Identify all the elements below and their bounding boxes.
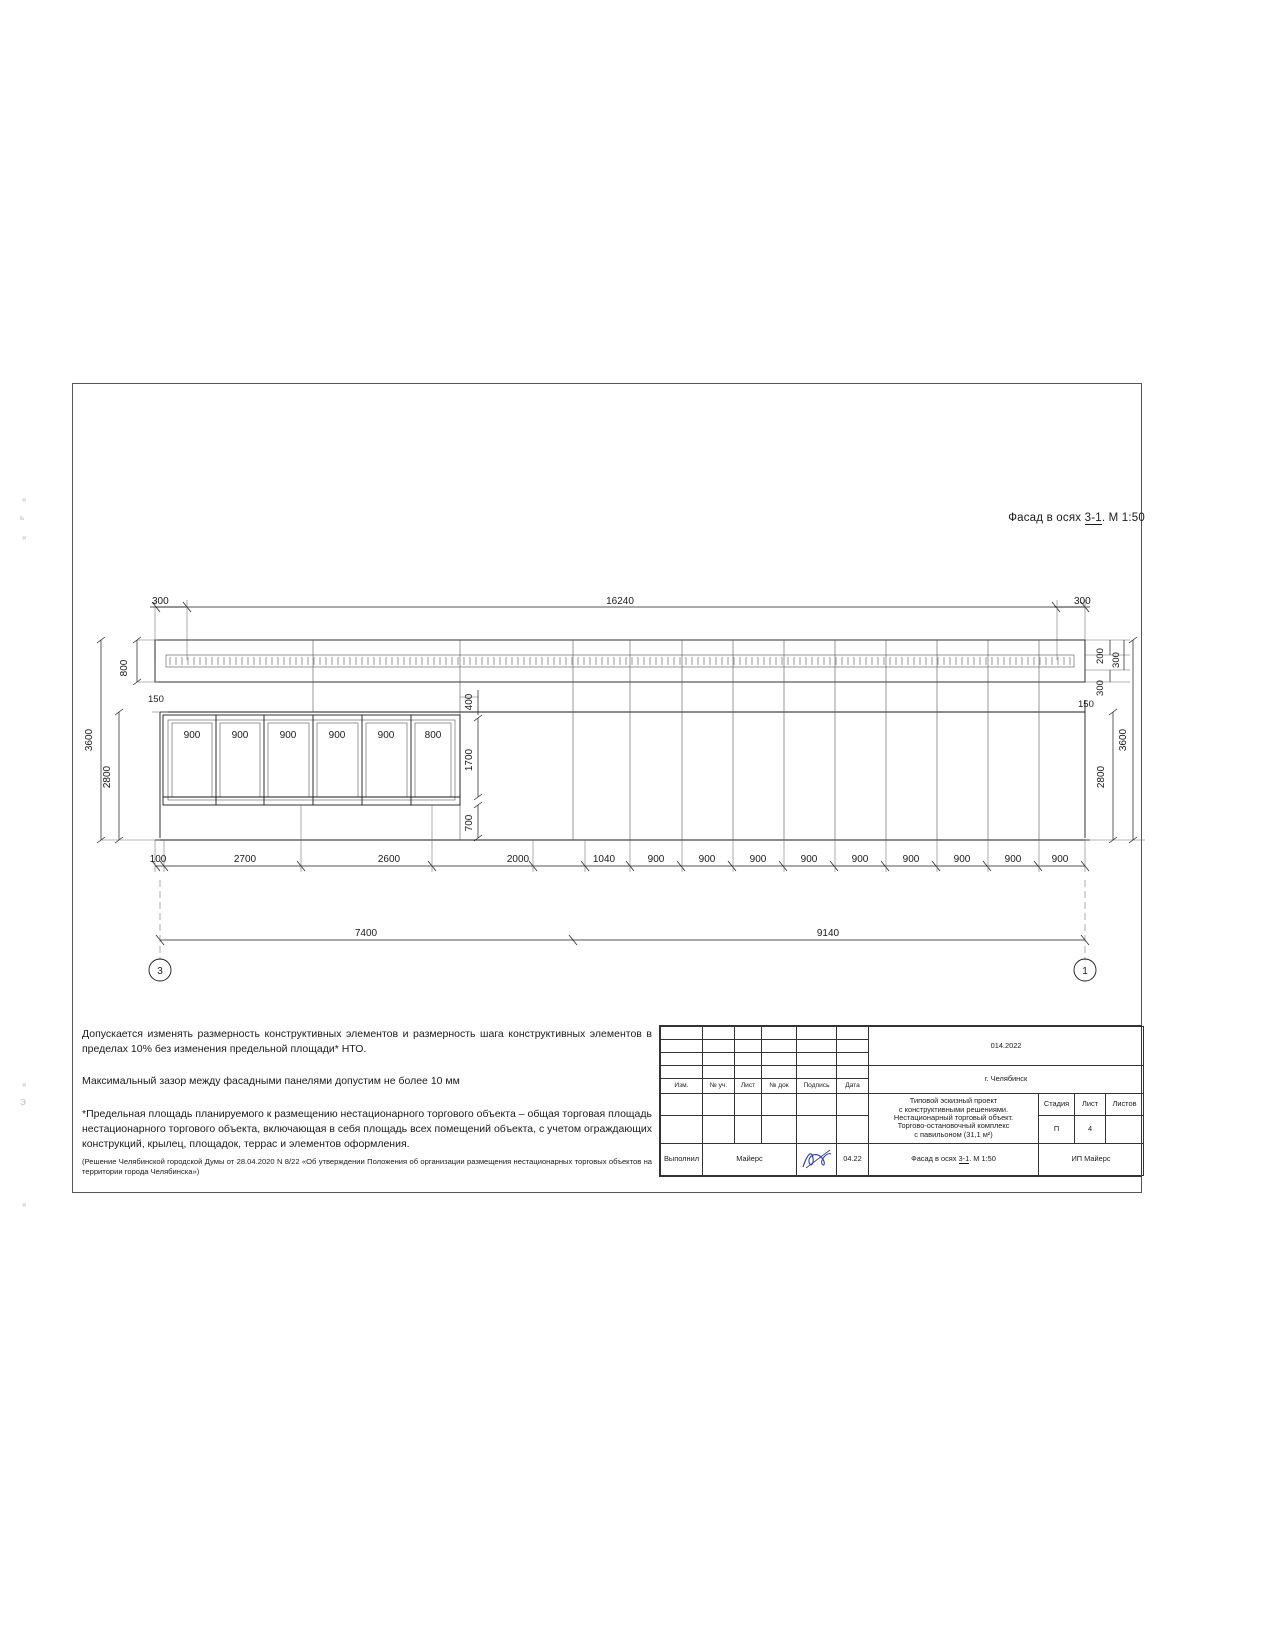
svg-text:2800: 2800	[102, 765, 113, 789]
stamp-cell	[797, 1093, 837, 1116]
stamp-sheet-value: 4	[1075, 1116, 1106, 1144]
stamp-cell	[661, 1093, 703, 1116]
svg-text:1700: 1700	[464, 748, 475, 772]
svg-text:900: 900	[279, 730, 297, 741]
stamp-cell	[837, 1027, 869, 1040]
scan-mark: Э	[20, 1098, 26, 1107]
stamp-label-sheet: Лист	[1075, 1093, 1106, 1116]
svg-text:9140: 9140	[816, 928, 840, 939]
stamp-signature	[797, 1143, 837, 1175]
svg-text:900: 900	[328, 730, 346, 741]
stamp-cell	[762, 1027, 797, 1040]
stamp-cell	[661, 1053, 703, 1066]
svg-text:7400: 7400	[354, 928, 378, 939]
stamp-cell	[703, 1053, 735, 1066]
stamp-cell	[735, 1066, 762, 1079]
note-1: Допускается изменять размерность конструктивных элементов и размерность шага конструктивных элементов в пределах 10% без изменения предельной площади* НТО.	[82, 1028, 652, 1056]
svg-text:900: 900	[851, 854, 869, 865]
scan-mark: «	[22, 1200, 27, 1209]
note-2: Максимальный зазор между фасадными панелями допустим не более 10 мм	[82, 1075, 460, 1088]
svg-text:900: 900	[1051, 854, 1069, 865]
stamp-label-uch: № уч.	[703, 1079, 735, 1093]
title-block-stamp	[659, 1025, 1142, 1177]
scan-mark: ь	[20, 513, 25, 522]
drawing-heading-prefix: Фасад в осях	[1008, 512, 1085, 524]
svg-text:200: 200	[1095, 648, 1106, 664]
stamp-cell	[703, 1066, 735, 1079]
svg-text:2000: 2000	[506, 854, 530, 865]
svg-text:2800: 2800	[1096, 765, 1107, 789]
svg-text:700: 700	[464, 814, 475, 832]
svg-text:2700: 2700	[233, 854, 257, 865]
stamp-label-sign: Подпись	[797, 1079, 837, 1093]
stamp-company: ИП Майерс	[1039, 1143, 1144, 1175]
scan-mark: «	[22, 1080, 27, 1089]
svg-text:2600: 2600	[377, 854, 401, 865]
notes-block	[82, 1027, 652, 1194]
svg-text:3: 3	[157, 966, 163, 977]
stamp-cell	[703, 1040, 735, 1053]
svg-text:900: 900	[800, 854, 818, 865]
stamp-label-list: Лист	[735, 1079, 762, 1093]
stamp-project-name	[869, 1093, 1039, 1143]
stamp-cell	[703, 1093, 735, 1116]
stamp-cell	[661, 1027, 703, 1040]
svg-text:1040: 1040	[592, 854, 616, 865]
stamp-cell	[837, 1093, 869, 1116]
stamp-stage-value: П	[1039, 1116, 1075, 1144]
stamp-cell	[797, 1040, 837, 1053]
stamp-cell	[762, 1116, 797, 1144]
stamp-cell	[762, 1040, 797, 1053]
stamp-cell	[837, 1053, 869, 1066]
drawing-heading-suffix: . М 1:50	[1101, 512, 1145, 524]
note-3: *Предельная площадь планируемого к размещению нестационарного торгового объекта – общая торговая площадь нестационарного торгового объекта, включающая в себя площадь всех помещений объекта, с учетом ограждающих конструкций, крылец, площадок, террас и элементов оформления.	[82, 1107, 652, 1151]
stamp-label-sheets: Листов	[1106, 1093, 1144, 1116]
scan-mark: «	[22, 495, 27, 504]
svg-text:900: 900	[1004, 854, 1022, 865]
stamp-cell	[837, 1040, 869, 1053]
stamp-author-name: Майерс	[703, 1143, 797, 1175]
stamp-label-date: Дата	[837, 1079, 869, 1093]
stamp-cell	[703, 1027, 735, 1040]
stamp-cell	[661, 1066, 703, 1079]
stamp-row	[661, 1066, 1144, 1079]
svg-text:900: 900	[749, 854, 767, 865]
svg-text:300: 300	[1111, 652, 1122, 668]
stamp-label-doc: № док	[762, 1079, 797, 1093]
stamp-cell	[735, 1053, 762, 1066]
svg-text:3600: 3600	[1118, 728, 1129, 752]
scan-mark: «	[22, 533, 27, 542]
svg-text:800: 800	[424, 730, 442, 741]
stamp-cell	[837, 1116, 869, 1144]
stamp-cell	[735, 1040, 762, 1053]
svg-text:150: 150	[1078, 699, 1094, 710]
stamp-title-suffix: . М 1:50	[969, 1154, 996, 1164]
svg-text:300: 300	[152, 596, 169, 607]
stamp-cell	[837, 1066, 869, 1079]
stamp-cell	[735, 1027, 762, 1040]
svg-text:300: 300	[1074, 596, 1091, 607]
stamp-cell	[797, 1066, 837, 1079]
stamp-cell	[797, 1027, 837, 1040]
stamp-cell	[797, 1053, 837, 1066]
stamp-cell	[762, 1053, 797, 1066]
stamp-row	[661, 1027, 1144, 1040]
stamp-row	[661, 1093, 1144, 1116]
stamp-cell	[661, 1116, 703, 1144]
stamp-cell	[735, 1093, 762, 1116]
stamp-label-stage: Стадия	[1039, 1093, 1075, 1116]
svg-text:900: 900	[953, 854, 971, 865]
stamp-cell	[797, 1116, 837, 1144]
stamp-cell	[735, 1116, 762, 1144]
drawing-heading	[1008, 512, 1145, 524]
svg-text:900: 900	[377, 730, 395, 741]
svg-text:900: 900	[183, 730, 201, 741]
project-line-5: с павильоном (31,1 м²)	[914, 1129, 993, 1139]
stamp-label-izm: Изм.	[661, 1079, 703, 1093]
project-line-4: Торгово-остановочный комплекс	[897, 1121, 1010, 1131]
stamp-city: г. Челябинск	[869, 1066, 1144, 1093]
svg-text:100: 100	[149, 854, 167, 865]
stamp-sheets-value	[1106, 1116, 1144, 1144]
stamp-row	[661, 1143, 1144, 1175]
svg-text:900: 900	[698, 854, 716, 865]
drawing-heading-axes: 3-1	[1084, 512, 1102, 524]
stamp-drawing-title	[869, 1143, 1039, 1175]
svg-text:1: 1	[1082, 966, 1088, 977]
stamp-role: Выполнил	[661, 1143, 703, 1175]
svg-text:900: 900	[902, 854, 920, 865]
svg-text:3600: 3600	[84, 728, 95, 752]
svg-text:300: 300	[1095, 680, 1106, 696]
svg-text:800: 800	[119, 659, 130, 677]
stamp-cell	[661, 1040, 703, 1053]
project-line-1: Типовой эскизный проект	[909, 1096, 998, 1106]
svg-text:150: 150	[148, 694, 164, 705]
stamp-cell	[762, 1093, 797, 1116]
stamp-date: 04.22	[837, 1143, 869, 1175]
stamp-cell	[703, 1116, 735, 1144]
project-line-3: Нестационарный торговый объект.	[893, 1113, 1014, 1123]
svg-text:16240: 16240	[606, 596, 634, 607]
stamp-cell	[762, 1066, 797, 1079]
note-4: (Решение Челябинской городской Думы от 28.04.2020 N 8/22 «Об утверждении Положения об организации размещения нестационарных торговых объектов на территории города Челябинска»)	[82, 1157, 652, 1177]
stamp-title-prefix: Фасад в осях	[911, 1154, 959, 1164]
svg-text:900: 900	[647, 854, 665, 865]
stamp-project-code: 014.2022	[869, 1027, 1144, 1066]
svg-text:400: 400	[464, 693, 475, 711]
stamp-title-axes: 3-1	[958, 1154, 970, 1164]
svg-text:900: 900	[231, 730, 249, 741]
project-line-2: с конструктивными решениями.	[898, 1104, 1009, 1114]
